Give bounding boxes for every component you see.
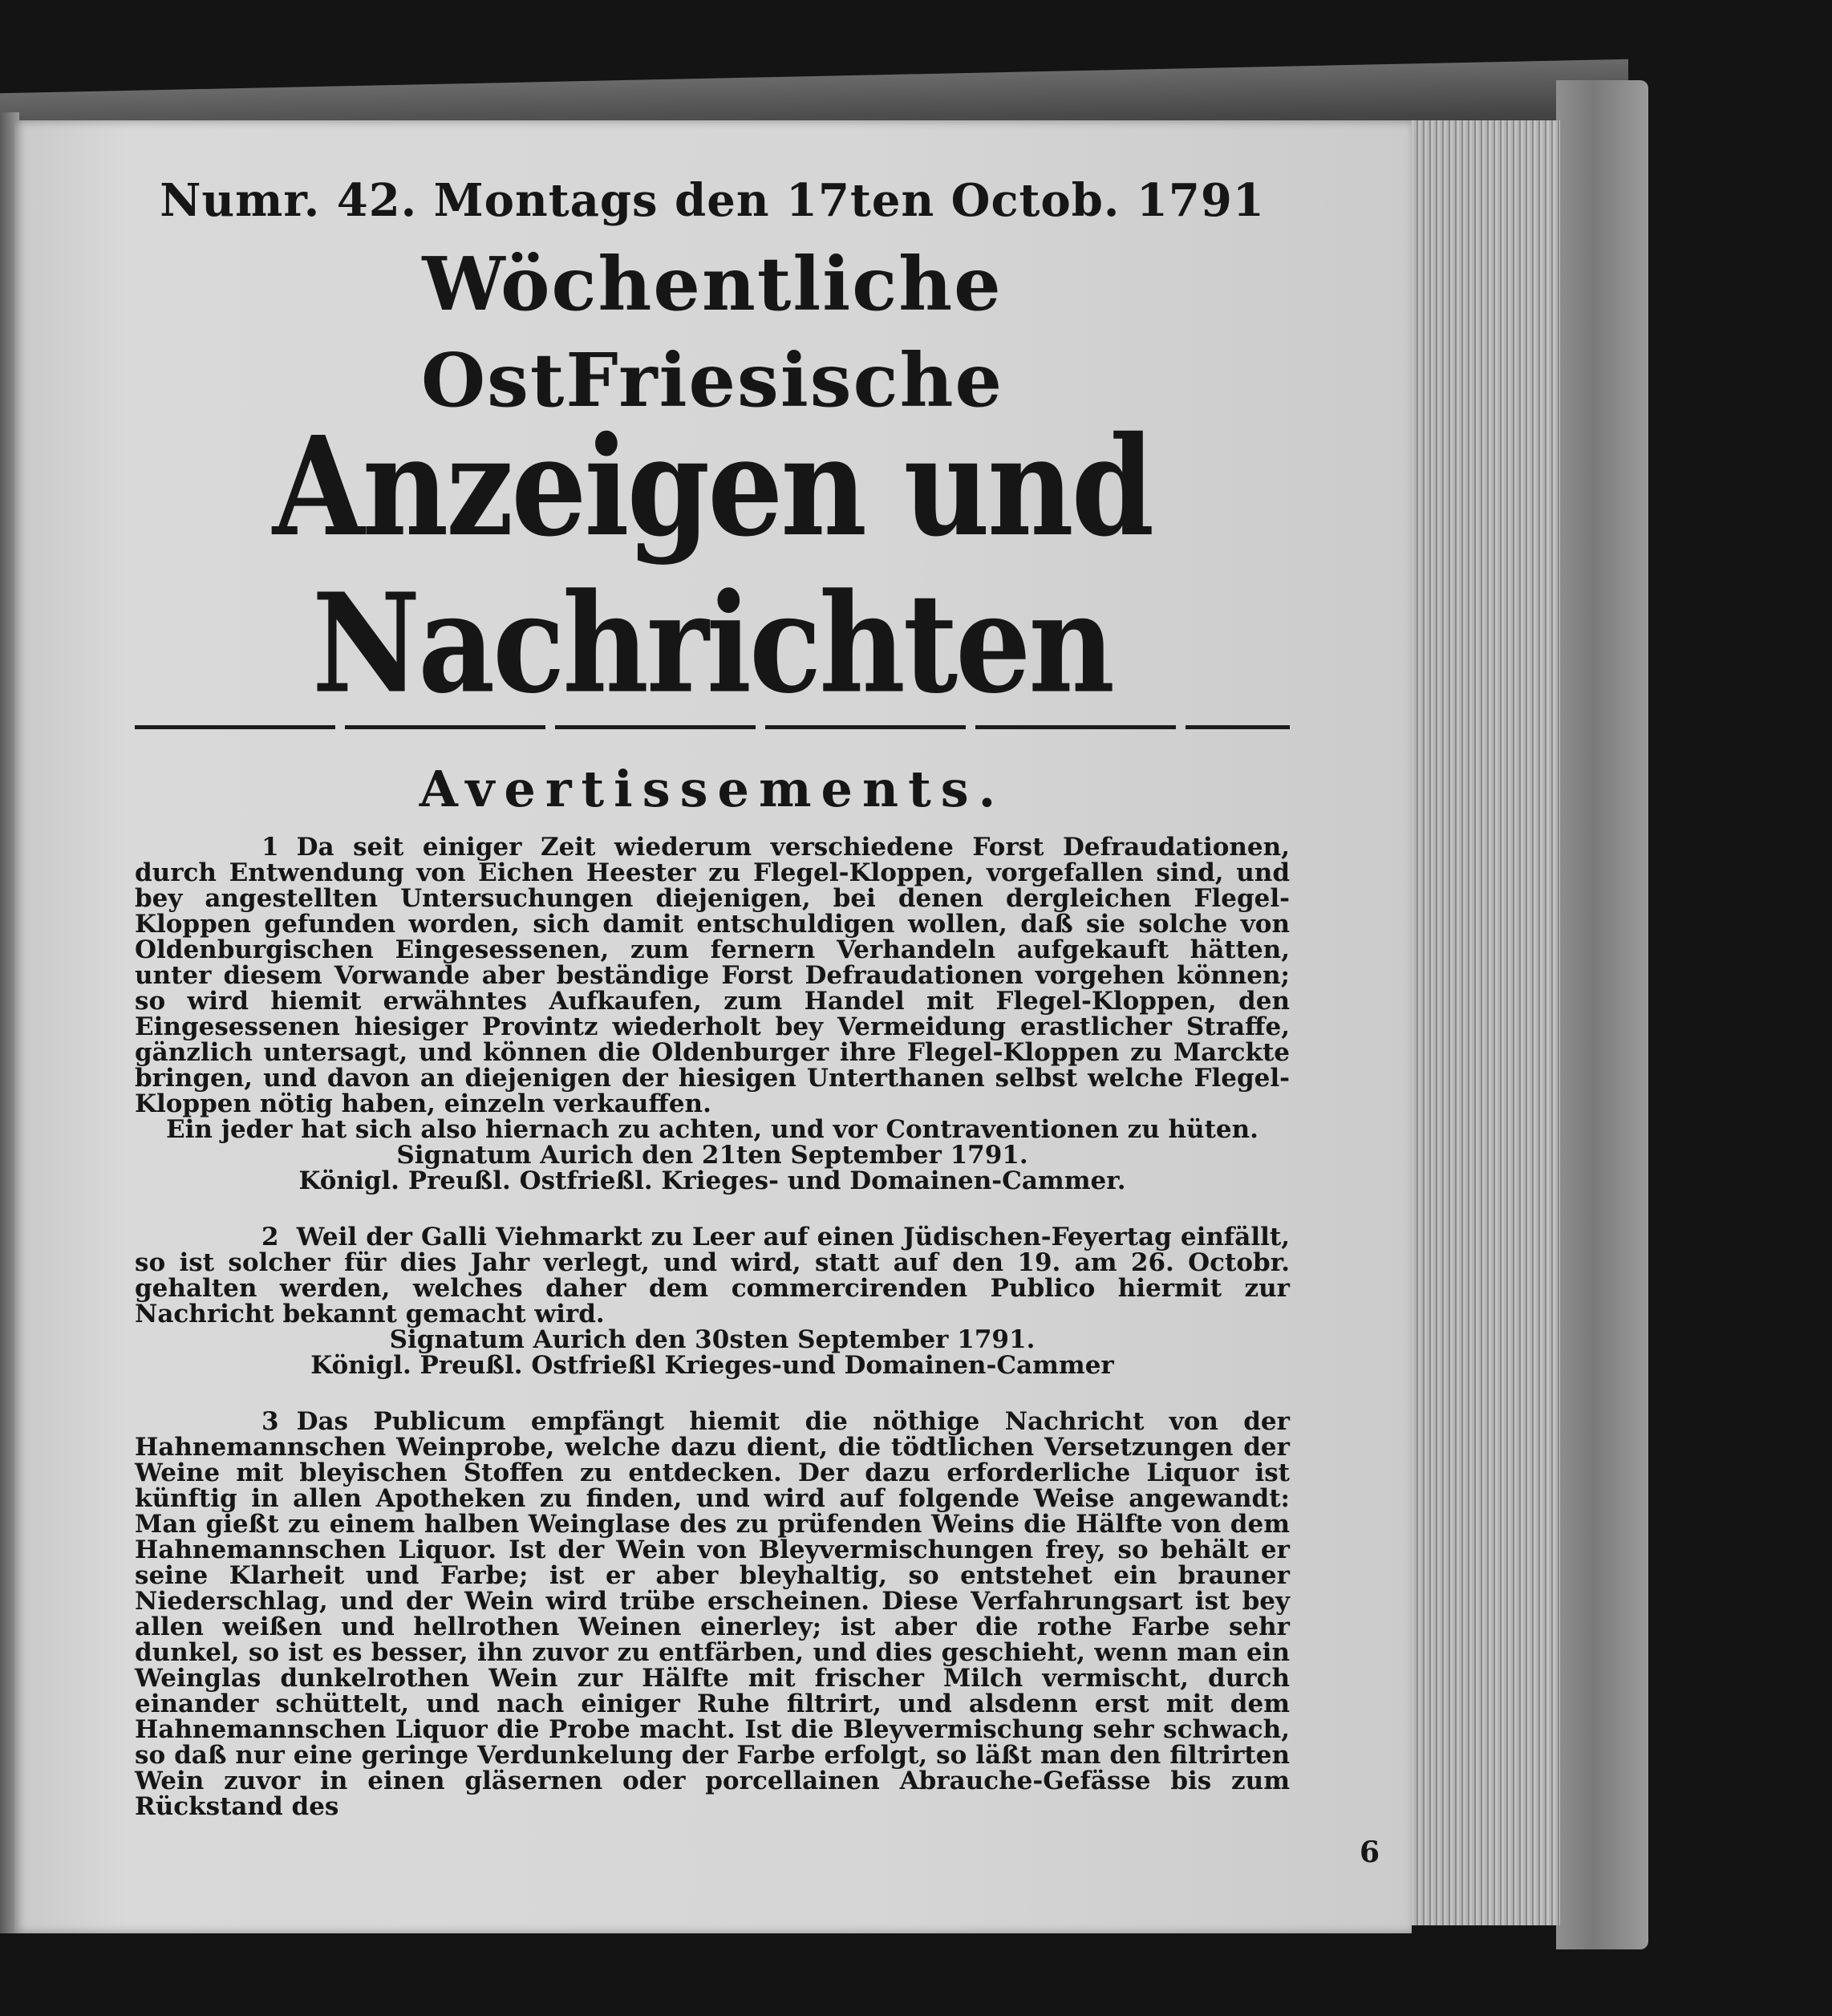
title-rule bbox=[135, 725, 1290, 729]
newspaper-page bbox=[14, 120, 1412, 1933]
notice-signature-office: Königl. Preußl. Ostfrießl Krieges-und Domainen-Cammer bbox=[310, 1351, 1114, 1380]
notice-body: Da seit einiger Zeit wiederum verschiedene Forst Defraudationen, durch Entwendung von Eichen Heester zu Flegel-Kloppen, vorgefallen sind, und bey angestellten Untersuchungen diejenigen, bei denen dergleichen Flegel-Kloppen gefunden worden, sich damit entschuldigen wollen, daß sie solche von Oldenburgischen Eingesessenen, zum fernern Verhandeln aufgekauft hätten, unter diesem Vorwande aber beständige Forst Defraudationen vorgehen können; so wird hiemit erwähntes Aufkaufen, zum Handel mit Flegel-Kloppen, den Eingesessenen hiesiger Provintz wiederholt bey Vermeidung erastlicher Straffe, gänzlich untersagt, und können die Oldenburger ihre Flegel-Kloppen zu Marckte bringen, und davon an diejenigen der hiesigen Unterthanen selbst welche Flegel-Kloppen nötig haben, einzeln verkauffen. bbox=[135, 833, 1290, 1118]
book-cover-right bbox=[1556, 80, 1648, 1949]
notice-signature-date: Signatum Aurich den 21ten September 1791. bbox=[396, 1141, 1028, 1170]
notice-number: 2 bbox=[261, 1223, 279, 1251]
notice-body: Das Publicum empfängt hiemit die nöthige Nachricht von der Hahnemannschen Weinprobe, welche dazu dient, die tödtlichen Versetzungen der Weine mit bleyischen Stoffen zu entdecken. Der dazu erforderliche Liquor ist künftig in allen Apotheken zu finden, und wird auf folgende Weise angewandt: Man gießt zu einem halben Weinglase des zu prüfenden Weins die Hälfte von dem Hahnemannschen Liquor. Ist der Wein von Bleyvermischungen frey, so behält er seine Klarheit und Farbe; ist er aber bleyhaltig, so entstehet ein brauner Niederschlag, und der Wein wird trübe erscheinen. Diese Verfahrungsart ist bey allen weißen und hellrothen Weinen einerley; ist aber die rothe Farbe sehr dunkel, so ist es besser, ihn zuvor zu entfärben, und dies geschieht, wenn man ein Weinglas dunkelrothen Wein zur Hälfte mit frischer Milch vermischt, durch einander schüttelt, und nach einiger Ruhe filtrirt, und alsdenn erst mit dem Hahnemannschen Liquor die Probe macht. Ist die Bleyvermischung sehr schwach, so daß nur eine geringe Verdunkelung der Farbe erfolgt, so läßt man den filtrirten Wein zuvor in einen gläsernen oder porcellainen Abrauche-Gefässe bis zum Rückstand des bbox=[135, 1407, 1290, 1821]
section-heading: Avertissements. bbox=[419, 760, 1006, 818]
notice-3 bbox=[135, 1409, 1290, 1819]
page-number: 6 bbox=[1359, 1835, 1380, 1869]
notice-signature-date: Signatum Aurich den 30sten September 1791. bbox=[389, 1325, 1036, 1354]
notice-body: Weil der Galli Viehmarkt zu Leer auf einen Jüdischen-Feyertag einfällt, so ist solcher für dies Jahr verlegt, und wird, statt auf den 19. am 26. Octobr. gehalten werden, welches daher dem commercirenden Publico hiermit zur Nachricht bekannt gemacht wird. bbox=[135, 1223, 1290, 1328]
notice-signature-office: Königl. Preußl. Ostfrießl. Krieges- und Domainen-Cammer. bbox=[298, 1166, 1126, 1195]
title-line-1: Wöchentliche OstFriesische bbox=[420, 241, 1004, 424]
notice-1 bbox=[135, 834, 1290, 1194]
notice-2 bbox=[135, 1224, 1290, 1378]
page-edges bbox=[1408, 120, 1560, 1925]
notice-number: 3 bbox=[261, 1407, 279, 1436]
notice-extra: Ein jeder hat sich also hiernach zu achten, und vor Contraventionen zu hüten. bbox=[166, 1115, 1258, 1144]
title-line-2: Anzeigen und Nachrichten bbox=[272, 406, 1153, 724]
issue-line: Numr. 42. Montags den 17ten Octob. 1791 bbox=[160, 174, 1265, 227]
page-content bbox=[135, 168, 1290, 1850]
notice-number: 1 bbox=[261, 833, 279, 862]
